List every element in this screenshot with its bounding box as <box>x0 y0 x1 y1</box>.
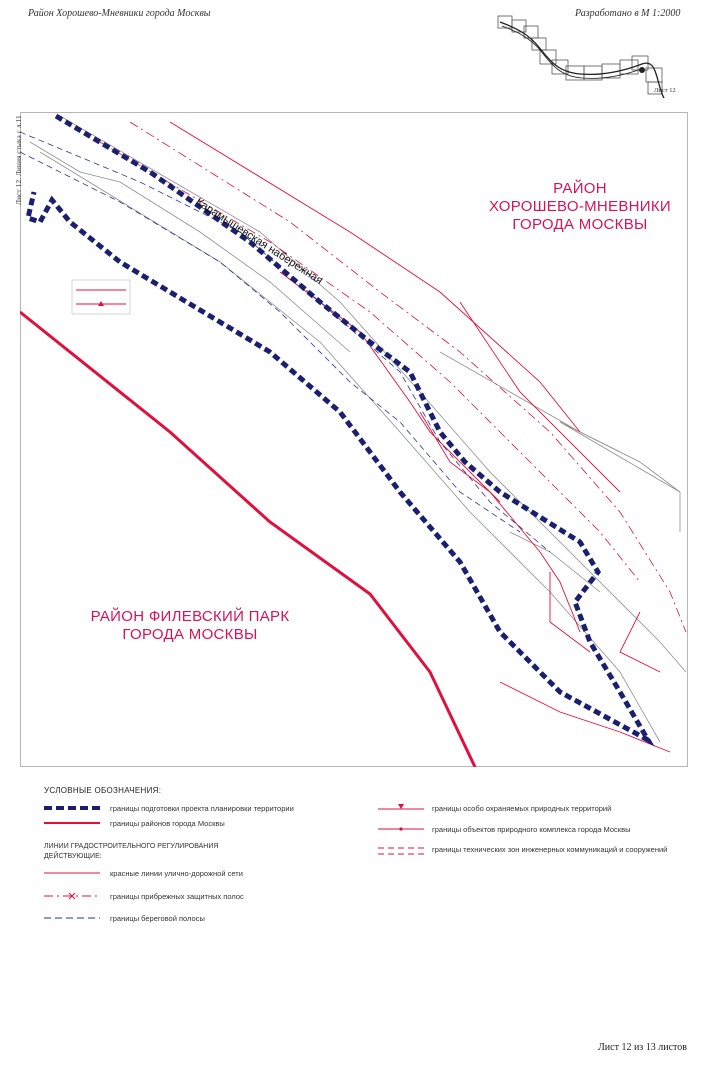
legend-section-subtitle: ДЕЙСТВУЮЩИЕ: <box>44 853 102 860</box>
legend-symbol-project-boundary <box>44 803 100 813</box>
legend-symbol-protected-areas <box>378 802 424 814</box>
district-label-line: РАЙОН <box>553 180 607 197</box>
legend-label: границы особо охраняемых природных территорий <box>432 804 612 813</box>
district-label-line: ГОРОДА МОСКВЫ <box>512 216 648 233</box>
legend-symbol-nature-complex <box>378 823 424 835</box>
legend-label: границы объектов природного комплекса города Москвы <box>432 825 631 834</box>
legend-symbol-red-lines <box>44 868 100 878</box>
legend-symbol-shoreline <box>44 913 100 923</box>
district-label-line: ХОРОШЕВО-МНЕВНИКИ <box>488 198 671 215</box>
district-label-line: РАЙОН ФИЛЕВСКИЙ ПАРК <box>90 608 290 625</box>
legend-label: границы береговой полосы <box>110 914 205 923</box>
inset-box <box>72 280 130 314</box>
sheet-junction-label: Лист 12. Линия стыка с л.11 <box>14 115 23 205</box>
legend-section-title: ЛИНИИ ГРАДОСТРОИТЕЛЬНОГО РЕГУЛИРОВАНИЯ <box>44 843 219 850</box>
legend-label: границы прибрежных защитных полос <box>110 892 244 901</box>
legend-symbol-technical-zones <box>378 844 424 858</box>
legend-symbol-district-boundary <box>44 818 100 828</box>
legend-label: границы районов города Москвы <box>110 819 225 828</box>
district-label-khoroshevo <box>470 180 690 234</box>
keymap-label: Лист 12 <box>654 87 676 94</box>
header-scale: Разработано в М 1:2000 <box>575 8 681 19</box>
legend-label: границы подготовки проекта планировки территории <box>110 804 294 813</box>
district-label-line: ГОРОДА МОСКВЫ <box>122 626 258 643</box>
street-label: Карамышевская набережная <box>193 196 325 288</box>
sheet-number: Лист 12 из 13 листов <box>598 1042 687 1053</box>
legend-label: границы технических зон инженерных коммуникаций и сооружений <box>432 845 668 854</box>
header-district-title: Район Хорошево-Мневники города Москвы <box>28 8 211 19</box>
legend-label: красные линии улично-дорожной сети <box>110 869 243 878</box>
legend-title: УСЛОВНЫЕ ОБОЗНАЧЕНИЯ: <box>44 786 162 795</box>
sheet-key-map <box>496 14 692 104</box>
legend-symbol-protection-strip <box>44 891 100 901</box>
district-label-filevsky <box>80 608 300 644</box>
